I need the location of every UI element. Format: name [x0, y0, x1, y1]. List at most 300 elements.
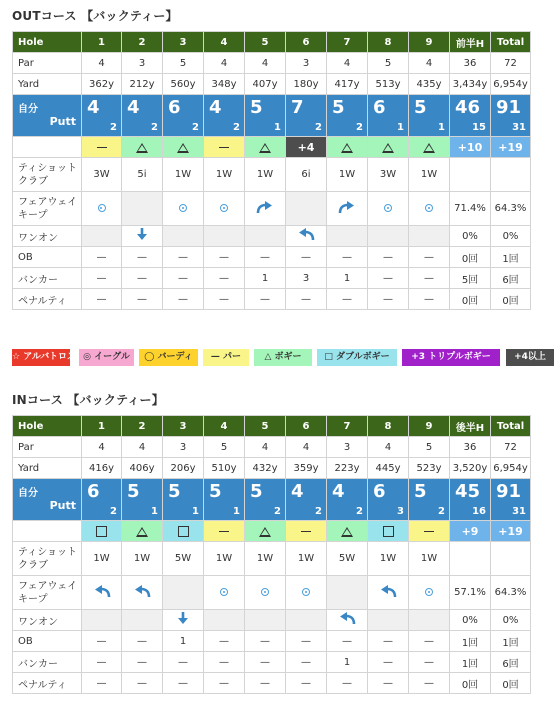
- strokes-value: 6: [373, 481, 386, 502]
- bogey-mark: [327, 137, 368, 158]
- fairway-hit-icon: [220, 204, 228, 212]
- yard-cell: 406y: [122, 458, 163, 479]
- bunker-cell: —: [163, 652, 204, 673]
- par-cell: 5: [368, 53, 409, 74]
- strokes-value: 91: [496, 481, 522, 502]
- green-cell: [327, 610, 368, 631]
- tee-club-cell: 1W: [122, 542, 163, 576]
- bogey-mark: [163, 137, 204, 158]
- fairway-rate-cell: 64.3%: [491, 576, 531, 610]
- fairway-cell: [409, 192, 450, 226]
- in-course-title: INコース 【バックティー】: [12, 393, 164, 407]
- putts-value: 31: [512, 122, 526, 133]
- strokes-value: 5: [414, 97, 427, 118]
- green-cell: [163, 226, 204, 247]
- score-cell: [82, 95, 122, 137]
- legend-item: □ ダブルボギー: [317, 349, 397, 366]
- bogey-mark: [122, 521, 163, 542]
- fairway-row-label: [13, 192, 82, 226]
- yard-cell: 432y: [245, 458, 286, 479]
- miss-left-arrow-icon: [380, 590, 396, 601]
- tee-club-cell: 6i: [286, 158, 327, 192]
- penalty-cell: —: [286, 289, 327, 310]
- green-cell: [368, 610, 409, 631]
- strokes-value: 4: [291, 481, 304, 502]
- score-cell: [82, 479, 122, 521]
- tee-club-cell: 1W: [409, 158, 450, 192]
- par-dash-icon: [97, 147, 107, 149]
- penalty-cell: —: [327, 673, 368, 694]
- ob-cell: —: [122, 247, 163, 268]
- bogey-triangle-icon: [341, 143, 353, 153]
- bunker-cell: —: [82, 268, 122, 289]
- strokes-value: 4: [209, 97, 222, 118]
- strokes-value: 45: [455, 481, 481, 502]
- yard-cell: 513y: [368, 74, 409, 95]
- legend-item: ◎ イーグル: [79, 349, 134, 366]
- fairway-cell: [82, 576, 122, 610]
- tee-club-cell: [491, 542, 531, 576]
- header-cell: 5: [245, 416, 286, 437]
- green-cell: [82, 226, 122, 247]
- ob-cell: —: [327, 247, 368, 268]
- fairway-cell-na: [163, 576, 204, 610]
- miss-left-arrow-icon: [94, 590, 110, 601]
- double-bogey-square-icon: [178, 526, 189, 537]
- fairway-hit-icon: [220, 588, 228, 596]
- par-cell: 4: [122, 437, 163, 458]
- putts-value: 2: [315, 122, 322, 133]
- score-cell: [122, 95, 163, 137]
- penalty-cell: 0回: [491, 289, 531, 310]
- tee-club-cell: 1W: [82, 542, 122, 576]
- header-cell: 3: [163, 32, 204, 53]
- putts-value: 1: [151, 506, 158, 517]
- strokes-value: 5: [209, 481, 222, 502]
- penalty-cell: —: [163, 673, 204, 694]
- bunker-cell: 1: [327, 268, 368, 289]
- header-cell: 2: [122, 416, 163, 437]
- green-cell: [245, 226, 286, 247]
- tee-club-cell: 1W: [409, 542, 450, 576]
- par-cell: 72: [491, 437, 531, 458]
- double-bogey-mark: [163, 521, 204, 542]
- green-miss-left-arrow-icon: [339, 617, 355, 628]
- header-cell: 3: [163, 416, 204, 437]
- fairway-cell-na: [327, 576, 368, 610]
- green-cell: [122, 610, 163, 631]
- bunker-cell: —: [286, 652, 327, 673]
- fairway-cell-na: [286, 192, 327, 226]
- ob-cell: —: [163, 247, 204, 268]
- ob-row-label: OB: [13, 247, 82, 268]
- putts-value: 2: [438, 506, 445, 517]
- marks-row-spacer: [13, 521, 82, 542]
- putts-value: 2: [151, 122, 158, 133]
- par-row-label: Par: [13, 437, 82, 458]
- tee-club-cell: 5W: [163, 542, 204, 576]
- score-cell: [368, 479, 409, 521]
- fairway-row-label: [13, 576, 82, 610]
- par-cell: 3: [163, 437, 204, 458]
- header-cell: 8: [368, 416, 409, 437]
- par-dash-icon: [424, 531, 434, 533]
- bunker-cell: —: [245, 652, 286, 673]
- ob-cell: 1回: [450, 631, 491, 652]
- par-cell: 5: [409, 437, 450, 458]
- strokes-value: 6: [87, 481, 100, 502]
- par-dash-icon: [219, 147, 229, 149]
- fairway-cell: [82, 192, 122, 226]
- green-cell: [245, 610, 286, 631]
- double-bogey-mark: [368, 521, 409, 542]
- green-cell: [409, 226, 450, 247]
- ob-cell: —: [122, 631, 163, 652]
- bunker-row-label: バンカー: [13, 268, 82, 289]
- score-cell: [327, 95, 368, 137]
- par-cell: 4: [327, 53, 368, 74]
- penalty-cell: —: [327, 289, 368, 310]
- fairway-cell: [204, 192, 245, 226]
- ob-cell: —: [368, 631, 409, 652]
- penalty-cell: —: [204, 673, 245, 694]
- legend-item: ☆ アルバトロス: [12, 349, 70, 366]
- yard-cell: 445y: [368, 458, 409, 479]
- green-cell: [82, 610, 122, 631]
- score-cell: [245, 95, 286, 137]
- over-par-total: +19: [491, 521, 531, 542]
- ob-cell: —: [409, 631, 450, 652]
- score-cell: [204, 95, 245, 137]
- strokes-value: 6: [373, 97, 386, 118]
- fairway-cell: [409, 576, 450, 610]
- fairway-hit-icon: [179, 204, 187, 212]
- strokes-value: 5: [127, 481, 140, 502]
- putt-label: Putt: [49, 499, 76, 512]
- par-cell: 3: [327, 437, 368, 458]
- penalty-cell: —: [245, 289, 286, 310]
- tee-club-cell: 1W: [204, 542, 245, 576]
- green-row-label: ワンオン: [13, 610, 82, 631]
- header-cell: 9: [409, 416, 450, 437]
- bogey-mark: [245, 521, 286, 542]
- bunker-cell: 1: [245, 268, 286, 289]
- fairway-hit-icon: [98, 204, 106, 212]
- putts-value: 2: [356, 506, 363, 517]
- bunker-cell: 1: [327, 652, 368, 673]
- score-row-label: [13, 95, 82, 137]
- fairway-cell: [327, 192, 368, 226]
- bunker-cell: —: [409, 268, 450, 289]
- strokes-value: 7: [291, 97, 304, 118]
- green-cell: [122, 226, 163, 247]
- penalty-cell: —: [245, 673, 286, 694]
- score-cell: [245, 479, 286, 521]
- ob-cell: 1: [163, 631, 204, 652]
- green-rate-cell: 0%: [450, 226, 491, 247]
- putts-value: 2: [274, 506, 281, 517]
- fairway-cell: [286, 576, 327, 610]
- yard-cell: 3,520y: [450, 458, 491, 479]
- tee-club-cell: 3W: [368, 158, 409, 192]
- yard-cell: 416y: [82, 458, 122, 479]
- yard-row-label: Yard: [13, 458, 82, 479]
- score-cell: [491, 95, 531, 137]
- tee-club-cell: 1W: [245, 158, 286, 192]
- bogey-triangle-icon: [341, 527, 353, 537]
- bunker-cell: —: [409, 652, 450, 673]
- putts-value: 2: [110, 506, 117, 517]
- par-cell: 5: [163, 53, 204, 74]
- score-label: 自分: [18, 488, 38, 499]
- double-bogey-mark: [82, 521, 122, 542]
- green-cell: [163, 610, 204, 631]
- score-cell: [163, 95, 204, 137]
- header-cell: 7: [327, 416, 368, 437]
- penalty-cell: 0回: [450, 289, 491, 310]
- penalty-cell: —: [122, 289, 163, 310]
- strokes-value: 4: [127, 97, 140, 118]
- bogey-mark: [122, 137, 163, 158]
- strokes-value: 91: [496, 97, 522, 118]
- score-cell: [491, 479, 531, 521]
- score-legend: [12, 349, 546, 366]
- score-cell: [122, 479, 163, 521]
- ob-cell: —: [368, 247, 409, 268]
- green-cell: [368, 226, 409, 247]
- header-cell: 5: [245, 32, 286, 53]
- putts-value: 1: [397, 122, 404, 133]
- par-mark: [409, 521, 450, 542]
- par-cell: 3: [286, 53, 327, 74]
- putts-value: 2: [356, 122, 363, 133]
- yard-cell: 3,434y: [450, 74, 491, 95]
- penalty-cell: —: [163, 289, 204, 310]
- putts-value: 31: [512, 506, 526, 517]
- par-cell: 4: [82, 437, 122, 458]
- yard-cell: 206y: [163, 458, 204, 479]
- par-cell: 4: [286, 437, 327, 458]
- bogey-mark: [409, 137, 450, 158]
- yard-cell: 510y: [204, 458, 245, 479]
- yard-cell: 560y: [163, 74, 204, 95]
- penalty-cell: —: [204, 289, 245, 310]
- fairway-cell: [204, 576, 245, 610]
- putts-value: 16: [472, 506, 486, 517]
- fairway-hit-icon: [302, 588, 310, 596]
- header-cell: 9: [409, 32, 450, 53]
- par-cell: 4: [409, 53, 450, 74]
- bunker-cell: —: [204, 268, 245, 289]
- par-dash-icon: [301, 531, 311, 533]
- fairway-cell: [245, 192, 286, 226]
- score-cell: [409, 479, 450, 521]
- miss-left-arrow-icon: [134, 590, 150, 601]
- strokes-value: 5: [332, 97, 345, 118]
- score-cell: [327, 479, 368, 521]
- over-par-total: +19: [491, 137, 531, 158]
- header-cell: 4: [204, 32, 245, 53]
- bogey-triangle-icon: [177, 143, 189, 153]
- ob-cell: 1回: [491, 247, 531, 268]
- double-bogey-square-icon: [96, 526, 107, 537]
- yard-cell: 223y: [327, 458, 368, 479]
- putts-value: 1: [438, 122, 445, 133]
- legend-item: +4以上: [506, 349, 554, 366]
- ob-cell: —: [82, 631, 122, 652]
- header-cell: 後半H: [450, 416, 491, 437]
- tee-club-cell: 1W: [163, 158, 204, 192]
- fairway-cell: [163, 192, 204, 226]
- par-cell: 4: [82, 53, 122, 74]
- ob-cell: —: [204, 631, 245, 652]
- penalty-cell: —: [368, 673, 409, 694]
- green-miss-down-arrow-icon: [177, 617, 189, 628]
- double-bogey-square-icon: [383, 526, 394, 537]
- bogey-triangle-icon: [259, 527, 271, 537]
- score-cell: [368, 95, 409, 137]
- fairway-label: フェアウェイ キープ: [18, 196, 78, 221]
- legend-item: +3 トリプルボギー: [402, 349, 500, 366]
- header-cell: 7: [327, 32, 368, 53]
- par-mark: [82, 137, 122, 158]
- header-hole-label: Hole: [13, 32, 82, 53]
- green-cell: [327, 226, 368, 247]
- header-cell: 6: [286, 32, 327, 53]
- bogey-triangle-icon: [259, 143, 271, 153]
- putts-value: 2: [110, 122, 117, 133]
- penalty-cell: —: [368, 289, 409, 310]
- score-row-label: [13, 479, 82, 521]
- strokes-value: 5: [250, 97, 263, 118]
- par-cell: 36: [450, 53, 491, 74]
- bunker-cell: 5回: [450, 268, 491, 289]
- penalty-cell: —: [409, 289, 450, 310]
- tee-club-cell: [491, 158, 531, 192]
- header-cell: 8: [368, 32, 409, 53]
- putts-value: 2: [315, 506, 322, 517]
- ob-cell: —: [82, 247, 122, 268]
- strokes-value: 5: [168, 481, 181, 502]
- header-cell: Total: [491, 416, 531, 437]
- tee-club-label: ティショット クラブ: [18, 162, 77, 187]
- putts-value: 1: [192, 506, 199, 517]
- green-cell: [204, 226, 245, 247]
- bunker-cell: 1回: [450, 652, 491, 673]
- fairway-label: フェアウェイ キープ: [18, 580, 78, 605]
- header-cell: 1: [82, 32, 122, 53]
- bunker-cell: 3: [286, 268, 327, 289]
- ob-cell: —: [286, 247, 327, 268]
- bunker-row-label: バンカー: [13, 652, 82, 673]
- ob-cell: 0回: [450, 247, 491, 268]
- bunker-cell: —: [122, 652, 163, 673]
- par-mark: [286, 521, 327, 542]
- fairway-hit-icon: [425, 588, 433, 596]
- header-cell: Total: [491, 32, 531, 53]
- legend-item: — パー: [203, 349, 249, 366]
- tee-club-cell: [450, 542, 491, 576]
- score-cell: [409, 95, 450, 137]
- green-cell: [286, 610, 327, 631]
- legend-item: △ ボギー: [254, 349, 312, 366]
- ob-cell: 1回: [491, 631, 531, 652]
- tee-club-cell: [450, 158, 491, 192]
- score-cell: [204, 479, 245, 521]
- plus4-mark: +4: [286, 137, 327, 158]
- ob-cell: —: [245, 247, 286, 268]
- tee-club-cell: 1W: [245, 542, 286, 576]
- yard-cell: 6,954y: [491, 74, 531, 95]
- bogey-triangle-icon: [423, 143, 435, 153]
- yard-cell: 180y: [286, 74, 327, 95]
- putts-value: 1: [233, 506, 240, 517]
- green-cell: [204, 610, 245, 631]
- par-cell: 4: [245, 53, 286, 74]
- yard-cell: 407y: [245, 74, 286, 95]
- fairway-cell: [245, 576, 286, 610]
- bunker-cell: —: [82, 652, 122, 673]
- par-mark: [204, 521, 245, 542]
- penalty-row-label: ペナルティ: [13, 289, 82, 310]
- strokes-value: 4: [87, 97, 100, 118]
- penalty-cell: —: [122, 673, 163, 694]
- putts-value: 1: [274, 122, 281, 133]
- yard-cell: 348y: [204, 74, 245, 95]
- header-cell: 2: [122, 32, 163, 53]
- score-cell: [286, 479, 327, 521]
- penalty-cell: —: [82, 289, 122, 310]
- strokes-value: 5: [414, 481, 427, 502]
- legend-item: ◯ バーディ: [139, 349, 198, 366]
- ob-cell: —: [327, 631, 368, 652]
- penalty-cell: —: [409, 673, 450, 694]
- marks-row-spacer: [13, 137, 82, 158]
- fairway-hit-icon: [425, 204, 433, 212]
- par-mark: [204, 137, 245, 158]
- ob-cell: —: [409, 247, 450, 268]
- out-scorecard-table: [12, 31, 531, 310]
- green-rate-cell: 0%: [491, 226, 531, 247]
- green-cell: [409, 610, 450, 631]
- par-cell: 4: [245, 437, 286, 458]
- score-cell: [286, 95, 327, 137]
- header-cell: 6: [286, 416, 327, 437]
- penalty-cell: 0回: [450, 673, 491, 694]
- tee-club-cell: 3W: [82, 158, 122, 192]
- fairway-cell: [122, 576, 163, 610]
- par-cell: 3: [122, 53, 163, 74]
- fairway-hit-icon: [384, 204, 392, 212]
- ob-cell: —: [245, 631, 286, 652]
- yard-cell: 523y: [409, 458, 450, 479]
- par-cell: 4: [204, 53, 245, 74]
- yard-cell: 212y: [122, 74, 163, 95]
- green-rate-cell: 0%: [491, 610, 531, 631]
- green-miss-down-arrow-icon: [136, 233, 148, 244]
- bunker-cell: —: [163, 268, 204, 289]
- putt-label: Putt: [49, 115, 76, 128]
- bunker-cell: —: [368, 268, 409, 289]
- par-cell: 36: [450, 437, 491, 458]
- bogey-mark: [245, 137, 286, 158]
- header-cell: 4: [204, 416, 245, 437]
- header-hole-label: Hole: [13, 416, 82, 437]
- par-cell: 4: [368, 437, 409, 458]
- yard-row-label: Yard: [13, 74, 82, 95]
- par-cell: 72: [491, 53, 531, 74]
- putts-value: 2: [233, 122, 240, 133]
